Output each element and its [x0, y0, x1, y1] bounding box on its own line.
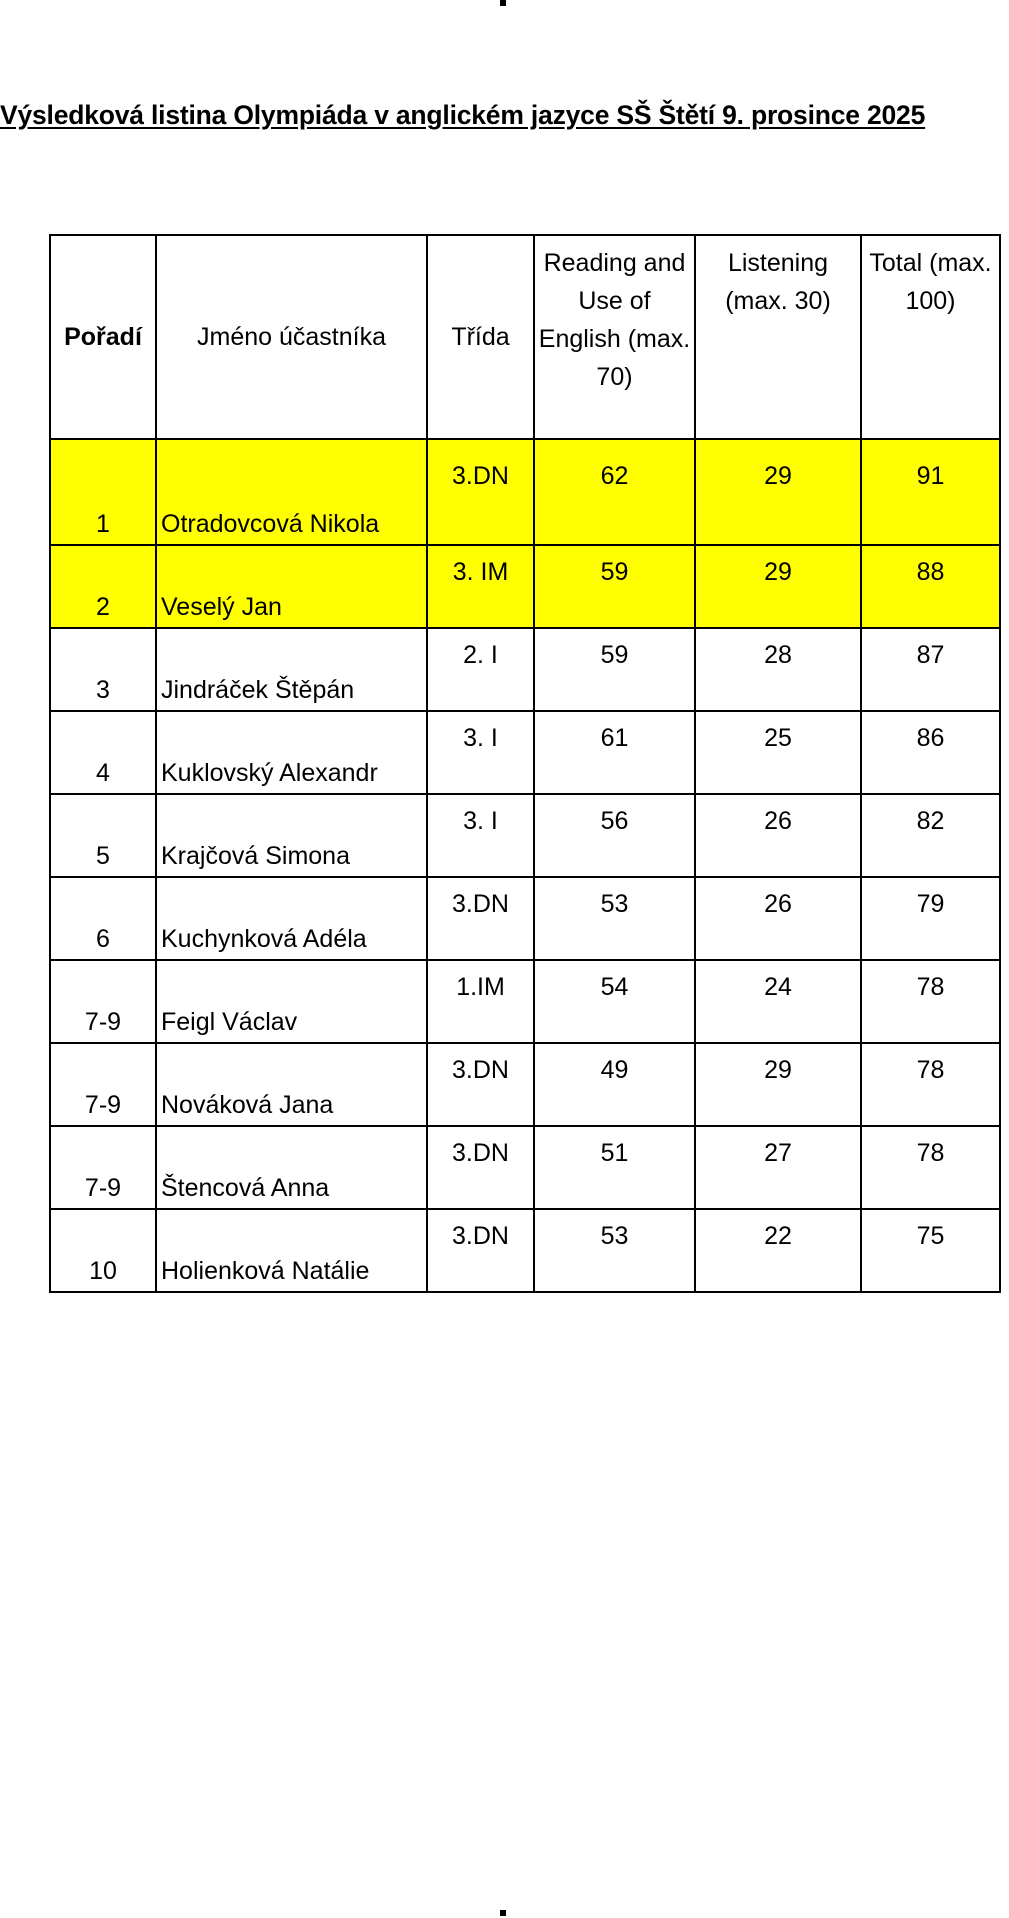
- header-class: Třída: [427, 235, 534, 439]
- cell-class: 3. I: [427, 794, 534, 877]
- cell-class: 3.DN: [427, 1209, 534, 1292]
- header-name: Jméno účastníka: [156, 235, 427, 439]
- header-reading: Reading and Use of English (max. 70): [534, 235, 695, 439]
- cell-reading: 62: [534, 439, 695, 545]
- cell-class: 3.DN: [427, 439, 534, 545]
- table-row: [50, 1043, 1000, 1126]
- cell-reading: 59: [534, 545, 695, 628]
- cell-reading: 51: [534, 1126, 695, 1209]
- page-marker-bottom: [500, 1910, 506, 1916]
- cell-reading: 53: [534, 1209, 695, 1292]
- cell-reading: 53: [534, 877, 695, 960]
- cell-reading: 56: [534, 794, 695, 877]
- cell-rank: 7-9: [50, 1126, 156, 1209]
- results-table: [49, 234, 1001, 1293]
- cell-class: 3. IM: [427, 545, 534, 628]
- cell-total: 86: [861, 711, 1000, 794]
- cell-class: 3.DN: [427, 877, 534, 960]
- cell-class: 2. I: [427, 628, 534, 711]
- cell-name: Jindráček Štěpán: [156, 628, 427, 711]
- cell-listening: 29: [695, 545, 861, 628]
- table-row: [50, 711, 1000, 794]
- cell-total: 88: [861, 545, 1000, 628]
- cell-listening: 24: [695, 960, 861, 1043]
- table-row: [50, 545, 1000, 628]
- results-body: [50, 439, 1000, 1292]
- cell-name: Nováková Jana: [156, 1043, 427, 1126]
- cell-rank: 6: [50, 877, 156, 960]
- table-row: [50, 628, 1000, 711]
- cell-rank: 7-9: [50, 960, 156, 1043]
- cell-total: 75: [861, 1209, 1000, 1292]
- table-row: [50, 439, 1000, 545]
- page-marker-top: [500, 0, 506, 6]
- cell-name: Otradovcová Nikola: [156, 439, 427, 545]
- cell-name: Kuklovský Alexandr: [156, 711, 427, 794]
- cell-reading: 49: [534, 1043, 695, 1126]
- cell-reading: 61: [534, 711, 695, 794]
- cell-name: Holienková Natálie: [156, 1209, 427, 1292]
- cell-listening: 29: [695, 439, 861, 545]
- cell-total: 91: [861, 439, 1000, 545]
- cell-name: Veselý Jan: [156, 545, 427, 628]
- cell-listening: 27: [695, 1126, 861, 1209]
- table-row: [50, 794, 1000, 877]
- cell-listening: 22: [695, 1209, 861, 1292]
- table-row: [50, 877, 1000, 960]
- table-row: [50, 960, 1000, 1043]
- cell-class: 3. I: [427, 711, 534, 794]
- header-listening: Listening (max. 30): [695, 235, 861, 439]
- cell-rank: 4: [50, 711, 156, 794]
- cell-listening: 29: [695, 1043, 861, 1126]
- cell-listening: 25: [695, 711, 861, 794]
- table-row: [50, 1126, 1000, 1209]
- table-row: [50, 1209, 1000, 1292]
- cell-name: Štencová Anna: [156, 1126, 427, 1209]
- cell-class: 3.DN: [427, 1043, 534, 1126]
- cell-listening: 26: [695, 794, 861, 877]
- cell-rank: 5: [50, 794, 156, 877]
- cell-name: Krajčová Simona: [156, 794, 427, 877]
- cell-total: 78: [861, 960, 1000, 1043]
- cell-listening: 26: [695, 877, 861, 960]
- page-title: Výsledková listina Olympiáda v anglickém jazyce SŠ Štětí 9. prosince 2025: [0, 100, 926, 130]
- cell-total: 78: [861, 1043, 1000, 1126]
- cell-rank: 10: [50, 1209, 156, 1292]
- header-total: Total (max. 100): [861, 235, 1000, 439]
- cell-reading: 59: [534, 628, 695, 711]
- cell-total: 82: [861, 794, 1000, 877]
- cell-class: 1.IM: [427, 960, 534, 1043]
- cell-listening: 28: [695, 628, 861, 711]
- cell-rank: 1: [50, 439, 156, 545]
- cell-class: 3.DN: [427, 1126, 534, 1209]
- cell-rank: 2: [50, 545, 156, 628]
- table-header-row: [50, 235, 1000, 439]
- cell-name: Feigl Václav: [156, 960, 427, 1043]
- cell-rank: 7-9: [50, 1043, 156, 1126]
- cell-total: 78: [861, 1126, 1000, 1209]
- cell-name: Kuchynková Adéla: [156, 877, 427, 960]
- cell-total: 87: [861, 628, 1000, 711]
- cell-rank: 3: [50, 628, 156, 711]
- header-rank: Pořadí: [50, 235, 156, 439]
- cell-reading: 54: [534, 960, 695, 1043]
- cell-total: 79: [861, 877, 1000, 960]
